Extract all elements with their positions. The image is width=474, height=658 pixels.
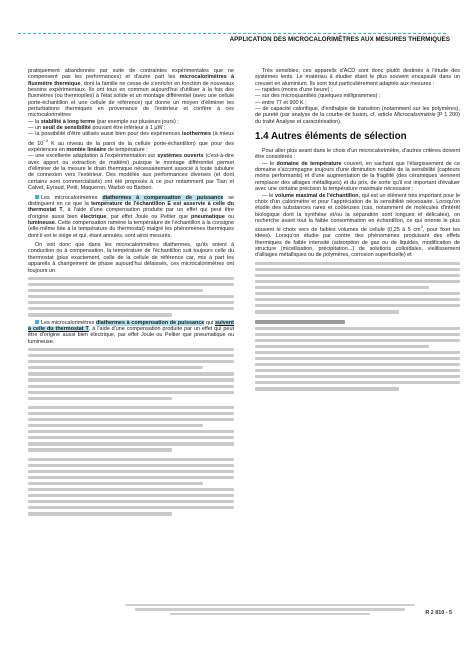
square-bullet-icon [35, 320, 39, 324]
right-column [255, 68, 460, 393]
right-paragraph-1: Très sensibles, ces appareils d'ACD sont donc plutôt destinés à l'étude des systèmes lents. Le matériau à étudier étant le plus souvent encapsulé dans un creuset en aluminium. Ils sont tout particulièrement adaptés aux mesures : [255, 68, 460, 87]
right-dash-item-4: — de capacité calorifique, d'enthalpie de transition (notamment sur les polymères), de pureté (par analyse de la courbe de fusion, cf. article Microcalorimétrie [P 1 200) du traité Analyse et caractérisation). [255, 106, 460, 125]
right-criterion-1: — le domaine de température couvert, en sachant que l'élargissement de ce domaine s'accompagne toujours d'une diminution notable de la sensibilité (capteurs moins performants) et d'une augmentation de la fragilité (des céramiques viennent remplacer des alliages métalliques) et du prix, de sorte qu'il est important d'évaluer avec une certaine précision la température maximale nécessaire ; [255, 160, 461, 193]
left-dash-item-3: — la possibilité d'être utilisés aussi bien pour des expériences isothermes (à mieux de $10^{-3}$ K au niveau de la paroi de la cellule porte-échantillon) que pour des expériences en montée linéaire de température ; [28, 131, 235, 153]
left-paragraph-4: Les microcalorimètres diathermes à compensation de puissance qui suivent à celle du thermostat T, à l'aide d'une compensation produite par un effet qui peut être d'origine aussi bien électrique, par effet Joule ou Peltier que pneumatique ou lumineuse. [28, 319, 234, 345]
left-paragraph-2: Les microcalorimètres diathermes à compensation de puissance se distinguent en ce que la température de l'échantillon E est asservie à celle du thermostat T, à l'aide d'une compensation produite par un effet qui peut être d'origine aussi bien électrique, par effet Joule ou Peltier que pneumatique ou lumineuse. Cette compensation ramène la température de l'échantillon à la consigne (elle-même liée à la température du thermostat) malgré les phénomènes thermiques dont il est le siège et qui, étant annulés, sont ainsi mesurés. [28, 194, 235, 239]
left-blurred-text-block [28, 277, 234, 317]
left-dash-item-1: — la stabilité à long terme (par exemple sur plusieurs jours) ; [28, 118, 179, 125]
header-rule [18, 33, 446, 34]
left-dash-item-2: — un seuil de sensibilité pouvant être inférieur à 1 µW ; [28, 125, 166, 132]
right-blurred-text-block [255, 262, 460, 391]
left-dash-item-4: — une excellente adaptation à l'expérimentation sur systèmes ouverts (c'est-à-dire avec apport ou extraction de matière) puisque le montage différentiel permet d'éliminer de la mesure le drain thermique nécessairement associé à toute tubulure de connexion vers l'extérieur. Des modèles aux performances diverses (et dont certains sont commercialisés) ont été proposés à ce jour notamment par Tian et Calvet, Eyraud, Petit, Maqueron, Wadsö ou Barberi. [28, 153, 234, 191]
left-paragraph-3: On voit donc que dans les microcalorimètres diathermes, qu'ils soient à conduction ou à compensation, la température de l'échantillon suit toujours celle du thermostat (plus exactement, celle de la cellule de référence car, mis à part les appareils à changement de phase aujourd'hui délaissés, ces microcalorimètres ont toujours un [28, 242, 234, 274]
page-number: R 2 810 - 5 [425, 610, 452, 616]
running-header-title: APPLICATION DES MICROCALORIMÈTRES AUX MESURES THERMIQUES [226, 36, 450, 43]
right-dash-item-2: — sur des microquantités (quelques milligrammes) ; [255, 93, 381, 100]
square-bullet-icon [35, 195, 39, 199]
right-criterion-2: — le volume maximal de l'échantillon, qui est un élément très important pour le choix d'un calorimètre et pour l'appréciation de la sensibilité nécessaire. Lorsqu'on étudie des substances rares et coûteuses (cas, notamment de molécules d'intérêt biologique dont la synthèse et/ou la séparation sont longues et délicates), on recherche avant tout la faible consommation en échantillon, ce qui oriente le plus souvent le choix vers de faibles volumes de cellule (0,25 à 5 $cm^3$, pour fixer les idées). Lorsqu'on étudie par contre des phénomènes produisant des effets thermiques de faible intensité (adsorption de gaz ou de liquides, modification de structure (micellisation, précipitation...) de solutions colloïdales, vieillissement d'alliages métalliques ou de polymères, corrosion superficielle) et [255, 192, 460, 259]
left-paragraph-1: pratiquement abandonnés par suite de contraintes expérimentales que ne compensent pas les performances) et d'autre part les microcalorimètres à fluxmètre thermique, dont la famille ne cesse de s'enrichir en fonction de nouveaux besoins expérimentaux. Ils ont tous en commun aujourd'hui d'utiliser à la fois des fluxmètres (ou thermopiles) à l'état solide et un montage différentiel (avec une cellule porte-échantillon et une cellule de référence) qui donne un moyen d'éliminer les perturbations thermiques en provenance de l'extérieur et confère à ces microcalorimètres [28, 68, 235, 119]
right-dash-item-3: — entre 77 et 900 K ; [255, 99, 307, 106]
blurred-subheading [255, 320, 345, 324]
footer-note [120, 602, 420, 617]
left-column [28, 68, 234, 518]
left-blurred-text-block-2 [28, 348, 234, 515]
right-dash-item-1: — rapides (moins d'une heure) ; [255, 87, 333, 94]
right-paragraph-2: Pour aller plus avant dans le choix d'un microcalorimètre, d'autres critères doivent être considérés : [255, 148, 460, 161]
section-heading: 1.4 Autres éléments de sélection [255, 131, 407, 143]
